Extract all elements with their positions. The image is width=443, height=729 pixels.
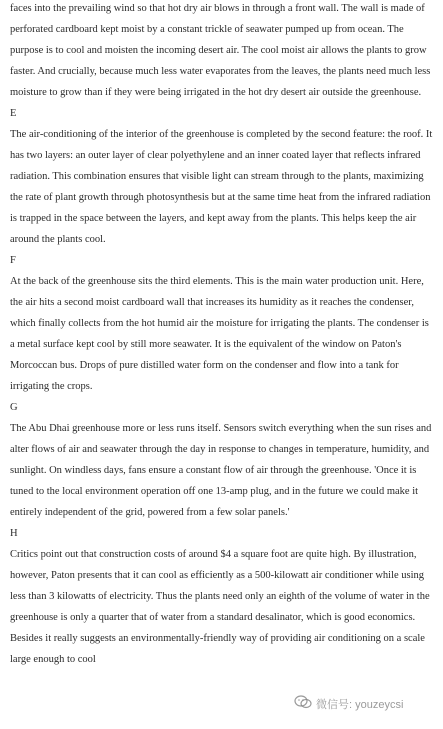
section-letter-f: F [10,255,16,266]
document-page [10,0,435,670]
paragraph-d-continued: faces into the prevailing wind so that hot dry air blows in through a front wall. The wall is made of perforated cardboard kept moist by a constant trickle of seawater pumped up from ocean. The purpose is to cool and moisten the incoming desert air. The cool moist air allows the plants to grow faster. And crucially, because much less water evaporates from the leaves, the plants need much less moisture to grow than if they were being irrigated in the hot dry desert air outside the greenhouse. [10,3,431,98]
watermark [294,695,403,712]
paragraph-h: Critics point out that construction costs of around $4 a square foot are quite high. By illustration, however, Paton presents that it can cool as efficiently as a 500-kilowatt air conditioner while using less than 3 kilowatts of electricity. Thus the plants need only an eighth of the volume of water in the greenhouse is only a quarter that of water from a standard desalinator, which is good economics. Besides it really suggests an environmentally-friendly way of providing air conditioning on a scale large enough to cool [10,549,430,665]
paragraph-g: The Abu Dhai greenhouse more or less runs itself. Sensors switch everything when the sun rises and alter flows of air and seawater through the day in response to changes in temperature, humidity, and sunlight. On windless days, fans ensure a constant flow of air through the greenhouse. 'Once it is tuned to the local environment operation off one 13-amp plug, and in the future we could make it entirely independent of the grid, powered from a few solar panels.' [10,423,432,518]
section-letter-e: E [10,108,17,119]
paragraph-f: At the back of the greenhouse sits the third elements. This is the main water production unit. Here, the air hits a second moist cardboard wall that increases its humidity as it reaches the condenser, which finally collects from the hot humid air the moisture for irrigating the plants. The condenser is a metal surface kept cool by still more seawater. It is the equivalent of the window on Paton's Morcoccan bus. Drops of pure distilled water form on the condenser and flow into a tank for irrigating the crops. [10,276,429,392]
watermark-text: 微信号: youzeycsi [316,698,404,711]
wechat-icon [294,695,312,712]
section-letter-g: G [10,402,18,413]
section-letter-h: H [10,528,18,539]
paragraph-e: The air-conditioning of the interior of the greenhouse is completed by the second feature: the roof. It has two layers: an outer layer of clear polyethylene and an inner coated layer that reflects infrared radiation. This combination ensures that visible light can stream through to the plants, maximizing the rate of plant growth through photosynthesis but at the same time heat from the infrared radiation is trapped in the space between the layers, and kept away from the plants. This helps keep the air around the plants cool. [10,129,433,245]
